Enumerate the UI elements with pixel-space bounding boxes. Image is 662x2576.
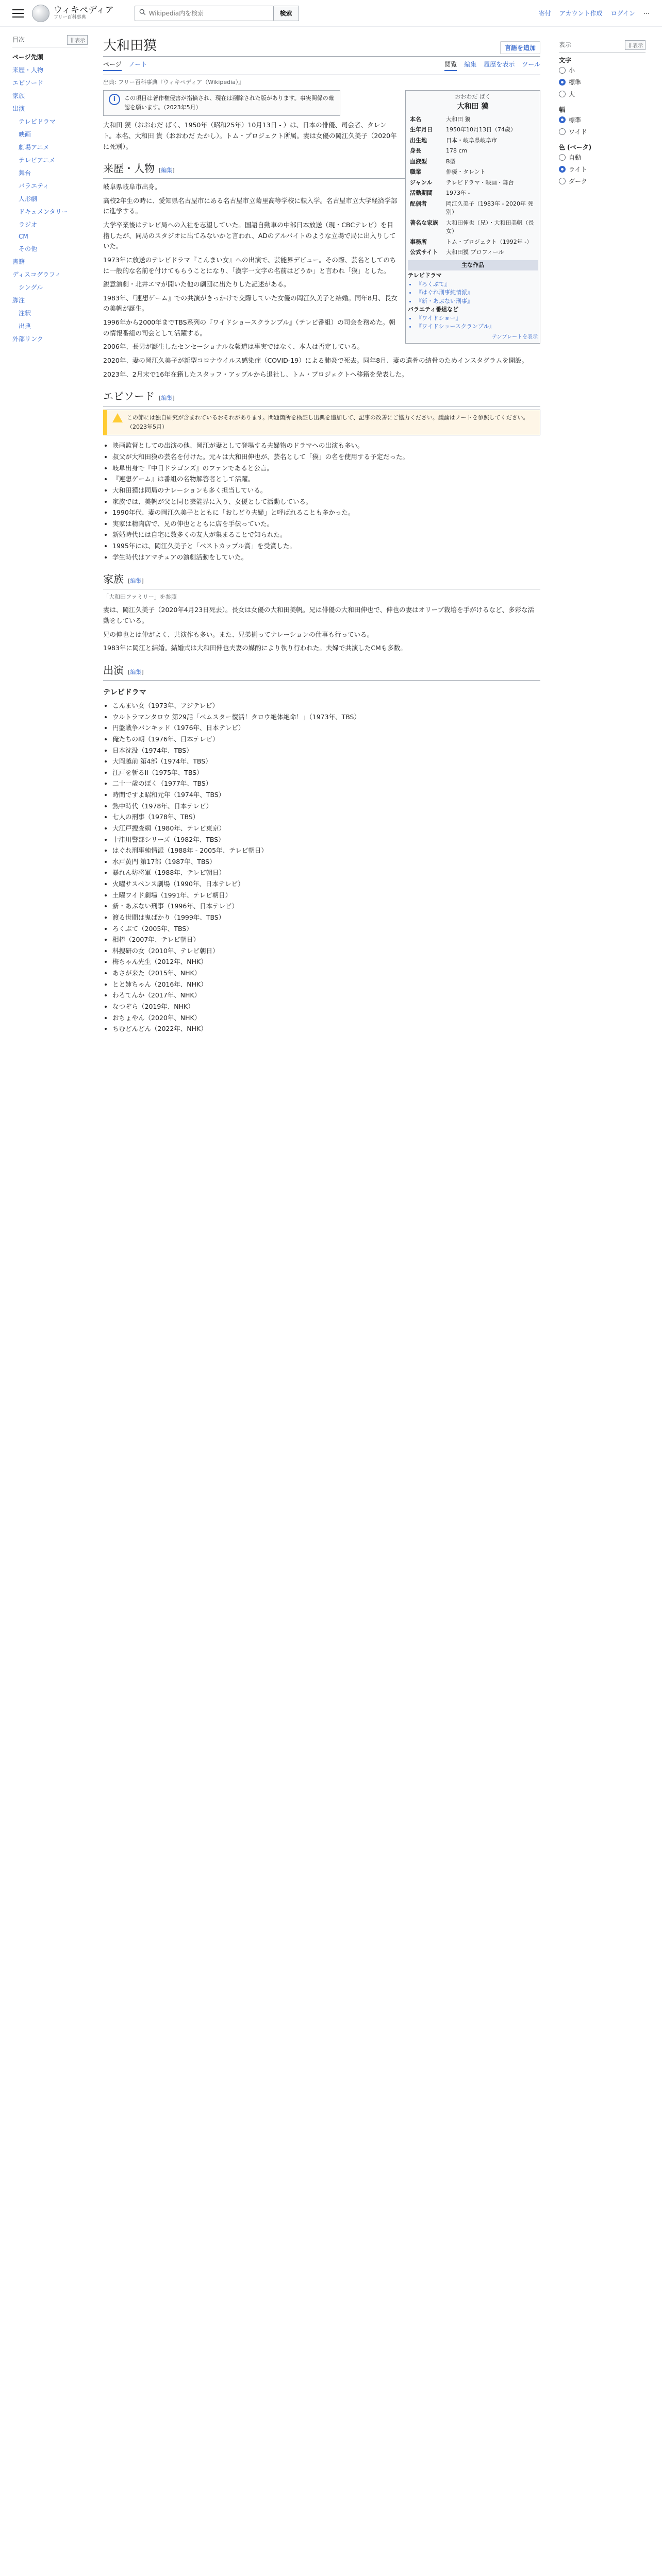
toc-hide-button[interactable]: 非表示 — [67, 35, 88, 45]
section-title: 出演 — [103, 664, 124, 676]
toc-item[interactable]: 注釈 — [19, 310, 31, 317]
infobox-works-var-label: バラエティ番組など — [408, 306, 459, 313]
toc-item[interactable]: 人形劇 — [19, 195, 38, 202]
tv-drama-item[interactable]: • 科捜研の女（2010年、テレビ朝日） — [112, 946, 540, 957]
section-episode — [103, 388, 540, 406]
infobox-value: 大和田 獏 — [446, 115, 471, 123]
radio-button-icon[interactable] — [559, 166, 566, 173]
episode-item: • 1990年代、妻の岡江久美子とともに「おしどり夫婦」と呼ばれることも多かった。 — [112, 507, 540, 518]
infobox-variety-item[interactable]: • 『ワイドショー』 — [416, 314, 538, 323]
career-paragraph: 大学卒業後はテレビ局への入社を志望していた。国語自動車の中部日本放送（現・CBCテレビ）を目指したが、同局のスタジオに出てみないかと言われ、ADのアルバイトのような立場で局に出入りしていた。 — [103, 221, 396, 250]
toc-item[interactable]: 出典 — [19, 323, 31, 330]
radio-button-icon[interactable] — [559, 79, 566, 86]
tv-drama-item[interactable]: • 円盤戦争バンキッド（1976年、日本テレビ） — [112, 723, 540, 734]
tv-drama-item[interactable]: • おちょやん（2020年、NHK） — [112, 1013, 540, 1024]
toc-item[interactable]: 脚注 — [12, 297, 25, 304]
text-size-label: 文字 — [559, 57, 572, 64]
tv-drama-item[interactable]: • 渡る世間は鬼ばかり（1999年、TBS） — [112, 912, 540, 923]
edit-link[interactable]: [編集] — [128, 578, 144, 585]
width-options — [559, 114, 646, 138]
color-label: 色 (ベータ) — [559, 144, 592, 151]
appearance-option[interactable] — [559, 175, 646, 187]
edit-link[interactable]: [編集] — [159, 395, 175, 402]
option-label: 小 — [569, 67, 575, 74]
toc-item[interactable]: 劇場アニメ — [19, 144, 49, 151]
episode-item: • 叔父が大和田獏の芸名を付けた。元々は大和田伸也が、芸名として「獏」の名を使用する予定だった。 — [112, 452, 540, 463]
warning-icon — [112, 413, 123, 422]
tv-drama-item[interactable]: • 大江戸捜査網（1980年、テレビ東京） — [112, 823, 540, 834]
user-links — [539, 9, 650, 18]
toc-item[interactable]: 舞台 — [19, 170, 31, 177]
infobox-value: 1950年10月13日（74歳） — [446, 126, 516, 133]
tab-edit[interactable]: 編集 — [464, 61, 477, 68]
toc-item[interactable]: ディスコグラフィ — [12, 271, 61, 278]
episode-item: • 岐阜出身で『中日ドラゴンズ』のファンであると公言。 — [112, 463, 540, 474]
episode-item: • 学生時代はアマチュアの演劇活動をしていた。 — [112, 552, 540, 563]
tv-drama-item[interactable]: • 俺たちの朝（1976年、日本テレビ） — [112, 734, 540, 745]
episode-item: • 映画監督としての出演の他、岡江が妻として登場する夫婦物のドラマへの出演も多い。 — [112, 440, 540, 451]
infobox-key: 血液型 — [410, 158, 427, 165]
infobox-key: 配偶者 — [410, 200, 427, 207]
section-title: 家族 — [103, 573, 124, 586]
infobox-value: 1973年 - — [446, 190, 470, 196]
infobox-works-tv-label: テレビドラマ — [408, 272, 442, 279]
infobox-row — [408, 247, 538, 258]
infobox-value: B型 — [446, 158, 456, 165]
infobox-name: 大和田 獏 — [457, 102, 489, 111]
radio-button-icon[interactable] — [559, 91, 566, 97]
add-language-button[interactable]: 言語を追加 — [500, 41, 540, 54]
episode-item: • 大和田獏は同局のナレーションも多く担当している。 — [112, 485, 540, 496]
section-family — [103, 571, 540, 589]
width-label: 幅 — [559, 106, 566, 113]
infobox-value: 178 cm — [446, 147, 468, 154]
lead-paragraph: 大和田 獏（おおわだ ばく、1950年（昭和25年）10月13日 - ）は、日本の俳優、司会者、タレント。本名、大和田 貴（おおわだ たかし）。トム・プロジェクト所属。妻は女優の岡江久美子（2020年に死別）。 — [103, 121, 397, 150]
create-account-link[interactable]: アカウント作成 — [559, 10, 603, 17]
appearance-option[interactable] — [559, 163, 646, 175]
tv-drama-item[interactable]: • こんまい女（1973年、フジテレビ） — [112, 701, 540, 711]
tv-drama-item[interactable]: • 七人の刑事（1978年、TBS） — [112, 812, 540, 823]
infobox-row — [408, 114, 538, 125]
edit-link[interactable]: [編集] — [159, 167, 175, 174]
career-paragraph: 1973年に放送のテレビドラマ『こんまい女』への出演で、芸能界デビュー。その際、芸名としてのちに一般的な名前を付けてもらうことになり、「漢字一文字の名前はどうか」と言われ「獏」とした。 — [103, 256, 396, 275]
infobox-key: 生年月日 — [410, 126, 433, 133]
infobox-value: 日本・岐阜県岐阜市 — [446, 137, 497, 144]
tv-drama-item[interactable]: • ウルトラマンタロウ 第29話「ベムスター復活！タロウ絶体絶命！」（1973年、TBS） — [112, 712, 540, 723]
infobox-row — [408, 237, 538, 248]
infobox-key: 事務所 — [410, 238, 427, 245]
infobox-tv-item[interactable]: • 『ろくぶて』 — [416, 280, 538, 289]
notice-text: この項目は著作権侵害が指摘され、現在は削除された版があります。事実関係の確認を願います。（2023年5月） — [124, 95, 334, 111]
tv-drama-item[interactable]: • 新・あぶない刑事（1996年、日本テレビ） — [112, 901, 540, 912]
infobox-value: テレビドラマ・映画・舞台 — [446, 179, 514, 186]
toc-item[interactable]: CM — [19, 233, 28, 240]
tv-drama-item[interactable]: • 二十一歳のぼく（1977年、TBS） — [112, 778, 540, 789]
infobox-key: 身長 — [410, 147, 421, 154]
warning-text: この節には独自研究が含まれているおそれがあります。問題箇所を検証し出典を追加して、記事の改善にご協力ください。議論はノートを参照してください。（2023年5月） — [127, 414, 529, 431]
career-paragraph: 1983年、『連想ゲーム』での共演がきっかけで交際していた女優の岡江久美子と結婚。同年8月、長女の美帆が誕生。 — [103, 294, 398, 313]
radio-button-icon[interactable] — [559, 178, 566, 184]
appearance-title: 表示 — [559, 41, 572, 48]
tv-drama-list — [103, 701, 540, 1035]
appearance-sidebar — [551, 27, 654, 2576]
page-title: 大和田獏 — [103, 38, 157, 54]
text-size-options — [559, 64, 646, 100]
infobox-value: 岡江久美子（1983年 - 2020年 死別） — [446, 200, 534, 215]
infobox-key: ジャンル — [410, 179, 433, 186]
section-title: 来歴・人物 — [103, 162, 155, 175]
infobox-row — [408, 146, 538, 157]
appearance-option[interactable] — [559, 126, 646, 138]
toc-list — [12, 50, 88, 345]
tv-drama-item[interactable]: • なつぞら（2019年、NHK） — [112, 1002, 540, 1012]
info-icon: i — [109, 94, 120, 105]
family-paragraph: 兄の伸也とは仲がよく、共演作も多い。また、兄弟揃ってナレーションの仕事も行っている。 — [103, 630, 374, 638]
family-body — [103, 605, 540, 654]
career-paragraph: 1996年から2000年までTBS系列の『ワイドショースクランブル』（テレビ番組）の司会を務めた。朝の情報番組の司会として活躍する。 — [103, 318, 395, 337]
section-title: エピソード — [103, 390, 155, 403]
infobox-table — [408, 114, 538, 258]
section-appearances — [103, 662, 540, 681]
option-label: 自動 — [569, 154, 582, 161]
toc-item[interactable]: ドキュメンタリー — [19, 208, 68, 215]
site-header — [0, 0, 662, 27]
tv-drama-item[interactable]: • あさが来た（2015年、NHK） — [112, 968, 540, 979]
toc-title: 目次 — [12, 36, 25, 43]
tab-talk[interactable]: ノート — [128, 61, 147, 68]
infobox-value: 大和田伸也（兄）・大和田美帆（長女） — [446, 219, 534, 234]
tv-drama-item[interactable]: • 暴れん坊将軍（1988年、テレビ朝日） — [112, 868, 540, 878]
radio-button-icon[interactable] — [559, 128, 566, 135]
copyright-notice — [103, 90, 340, 116]
family-paragraph: 妻は、岡江久美子（2020年4月23日死去）。長女は女優の大和田美帆。兄は俳優の大和田伸也で、伸也の妻はオリーブ栽培を手がけるなど、多彩な活動をしている。 — [103, 606, 535, 625]
page-source-line: 出典: フリー百科事典『ウィキペディア（Wikipedia）』 — [103, 79, 244, 86]
tv-drama-item[interactable]: • 水戸黄門 第17部（1987年、TBS） — [112, 857, 540, 868]
tv-drama-item[interactable]: • 土曜ワイド劇場（1991年、テレビ朝日） — [112, 890, 540, 901]
tv-drama-item[interactable]: • ろくぶて（2005年、TBS） — [112, 924, 540, 935]
toc-item[interactable]: 家族 — [12, 92, 25, 99]
toc-item[interactable]: その他 — [19, 245, 38, 252]
logo-name: ウィキペディア — [54, 5, 114, 16]
option-label: ワイド — [569, 128, 587, 135]
search-box[interactable] — [135, 6, 274, 21]
tab-read[interactable]: 閲覧 — [444, 60, 457, 71]
appearance-option[interactable] — [559, 88, 646, 100]
family-paragraph: 1983年に岡江と結婚。結婚式は大和田伸也夫妻の媒酌により執り行われた。夫婦で共演したCMも多数。 — [103, 644, 407, 652]
option-label: ライト — [569, 166, 587, 173]
infobox-value: 俳優・タレント — [446, 168, 486, 175]
appearance-option[interactable] — [559, 114, 646, 126]
search-input[interactable] — [149, 10, 269, 17]
tv-drama-item[interactable]: • はぐれ刑事純情派（1988年 - 2005年、テレビ朝日） — [112, 845, 540, 856]
more-options-icon[interactable]: ⋯ — [643, 9, 650, 17]
tv-drama-item[interactable]: • 大岡越前 第4部（1974年、TBS） — [112, 756, 540, 767]
tv-drama-item[interactable]: • ちむどんどん（2022年、NHK） — [112, 1024, 540, 1035]
main-menu-icon[interactable] — [12, 9, 24, 18]
infobox-row — [408, 167, 538, 178]
episode-item: • 新婚時代には自宅に数多くの友人が集まることで知られた。 — [112, 530, 540, 540]
career-paragraph: 2020年、妻の岡江久美子が新型コロナウイルス感染症（COVID-19）による肺炎で死去。同年8月、妻の遺骨の納骨のためインスタグラムを開設。 — [103, 356, 528, 364]
search-button[interactable]: 検索 — [274, 6, 299, 21]
tv-drama-item[interactable]: • とと姉ちゃん（2016年、NHK） — [112, 979, 540, 990]
tv-drama-item[interactable]: • 火曜サスペンス劇場（1990年、日本テレビ） — [112, 879, 540, 890]
infobox-value: 大和田獏 プロフィール — [446, 249, 504, 256]
infobox — [405, 90, 540, 344]
infobox-kana: おおわだ ばく — [455, 93, 491, 100]
toc-item[interactable]: テレビアニメ — [19, 157, 56, 164]
toc-item[interactable]: 映画 — [19, 131, 31, 138]
episode-item: • 実家は精肉店で、兄の伸也とともに店を手伝っていた。 — [112, 519, 540, 530]
appearance-hide-button[interactable]: 非表示 — [625, 40, 646, 50]
infobox-row — [408, 135, 538, 146]
appearance-option[interactable] — [559, 76, 646, 88]
career-paragraph: 鋭意演劇・北井エマが開いた他の劇団に出たりした記述がある。 — [103, 280, 290, 289]
option-label: ダーク — [569, 178, 588, 185]
toc-item[interactable]: バラエティ — [19, 182, 49, 190]
toc-item[interactable]: 出演 — [12, 105, 25, 112]
toc-item[interactable]: ページ先頭 — [12, 54, 43, 61]
radio-button-icon[interactable] — [559, 116, 566, 123]
episode-item: • 家族では、美帆が父と同じ芸能界に入り、女優として活動している。 — [112, 497, 540, 507]
infobox-tv-list — [408, 280, 538, 306]
career-paragraph: 岐阜県岐阜市出身。 — [103, 183, 161, 191]
wikipedia-globe-icon — [32, 5, 49, 22]
tv-drama-item[interactable]: • 時間ですよ昭和元年（1974年、TBS） — [112, 790, 540, 801]
infobox-row — [408, 157, 538, 167]
option-label: 大 — [569, 91, 575, 98]
career-paragraph: 高校2年生の時に、愛知県名古屋市にある名古屋市立菊里高等学校に転入学。名古屋市立大学経済学部に進学する。 — [103, 196, 398, 215]
toc-sidebar — [0, 27, 93, 2576]
episode-item: • 1995年には、岡江久美子と「ベストカップル賞」を受賞した。 — [112, 541, 540, 552]
login-link[interactable]: ログイン — [610, 10, 635, 17]
tab-history[interactable]: 履歴を表示 — [484, 61, 515, 68]
toc-item[interactable]: エピソード — [12, 79, 44, 87]
toc-item[interactable]: ラジオ — [19, 221, 38, 228]
logo-subtitle: フリー百科事典 — [54, 14, 86, 20]
infobox-tv-item[interactable]: • 『新・あぶない刑事』 — [416, 297, 538, 306]
tv-drama-item[interactable]: • 日本沈没（1974年、TBS） — [112, 745, 540, 756]
infobox-key: 職業 — [410, 168, 421, 175]
tv-drama-item[interactable]: • 梅ちゃん先生（2012年、NHK） — [112, 957, 540, 968]
tv-drama-item[interactable]: • 十津川警部シリーズ（1982年、TBS） — [112, 835, 540, 845]
tv-drama-item[interactable]: • 相棒（2007年、テレビ朝日） — [112, 935, 540, 945]
infobox-key: 出生地 — [410, 137, 427, 144]
family-hatnote: 「大和田ファミリー」を参照 — [103, 594, 177, 601]
infobox-variety-list — [408, 314, 538, 331]
toc-item[interactable]: 書籍 — [12, 258, 25, 265]
original-research-warning — [103, 410, 540, 435]
subsection-tv-drama: テレビドラマ — [103, 688, 146, 697]
infobox-works-head: 主な作品 — [408, 260, 538, 271]
tab-page[interactable]: ページ — [103, 60, 122, 71]
toc-item[interactable]: 外部リンク — [12, 335, 43, 343]
episode-item: • 『連想ゲーム』は番組の名物解答者として活躍。 — [112, 474, 540, 485]
appearance-option[interactable] — [559, 64, 646, 76]
tv-drama-item[interactable]: • 熱中時代（1978年、日本テレビ） — [112, 801, 540, 812]
search-icon — [139, 9, 146, 18]
donate-link[interactable]: 寄付 — [538, 10, 551, 17]
site-logo[interactable] — [32, 5, 114, 22]
infobox-row — [408, 125, 538, 135]
episode-list — [103, 440, 540, 563]
tv-drama-item[interactable]: • 江戸を斬るII（1975年、TBS） — [112, 768, 540, 778]
infobox-key: 本名 — [410, 115, 421, 123]
infobox-value: トム・プロジェクト（1992年 -） — [446, 238, 533, 245]
infobox-variety-item[interactable]: • 『ワイドショースクランブル』 — [416, 323, 538, 331]
toc-item[interactable]: 来歴・人物 — [12, 66, 44, 74]
radio-button-icon[interactable] — [559, 67, 566, 74]
edit-link[interactable]: [編集] — [128, 668, 144, 675]
infobox-key: 公式サイト — [410, 249, 438, 256]
article — [93, 27, 551, 2576]
infobox-key: 著名な家族 — [410, 219, 438, 226]
toc-item[interactable]: テレビドラマ — [19, 118, 56, 125]
color-options — [559, 151, 646, 187]
appearance-option[interactable] — [559, 151, 646, 163]
infobox-row — [408, 188, 538, 199]
option-label: 標準 — [569, 116, 582, 124]
career-paragraph: 2023年、2月末で16年在籍したスタッフ・アップルから退社し、トム・プロジェクトへ移籍を発表した。 — [103, 370, 408, 378]
infobox-row — [408, 199, 538, 218]
tv-drama-item[interactable]: • わろてんか（2017年、NHK） — [112, 990, 540, 1001]
page-tabs — [103, 57, 540, 75]
infobox-row — [408, 178, 538, 189]
infobox-tv-item[interactable]: • 『はぐれ刑事純情派』 — [416, 289, 538, 297]
infobox-row — [408, 218, 538, 237]
career-paragraph: 2006年、長男が誕生したセンセーショナルな報道は事実ではなく、本人は否定している。 — [103, 343, 363, 351]
infobox-key: 活動期間 — [410, 190, 433, 196]
radio-button-icon[interactable] — [559, 154, 566, 161]
template-link[interactable]: テンプレートを表示 — [491, 334, 538, 340]
tab-tools[interactable]: ツール — [522, 61, 540, 68]
toc-item[interactable]: シングル — [19, 284, 43, 291]
option-label: 標準 — [569, 79, 582, 86]
